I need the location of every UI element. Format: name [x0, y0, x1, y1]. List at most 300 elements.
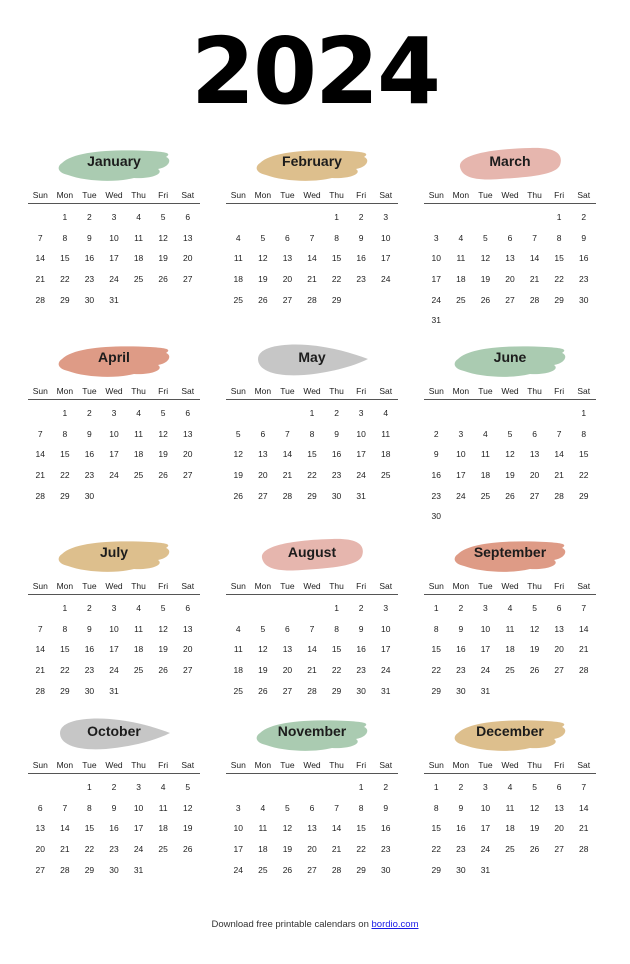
- day-cell: 22: [578, 470, 589, 481]
- day-cell: 19: [158, 449, 168, 460]
- day-cell: 17: [233, 844, 244, 855]
- day-cell: 24: [233, 864, 244, 875]
- day-cell: 4: [235, 623, 241, 634]
- day-cell: 1: [62, 408, 68, 418]
- day-cell: 3: [383, 603, 389, 613]
- day-cell: 26: [529, 665, 540, 676]
- day-cell: 8: [309, 428, 315, 439]
- weekday-header: Sat: [181, 386, 195, 396]
- day-cell: 12: [480, 253, 491, 264]
- day-cell: 9: [358, 232, 364, 243]
- day-cell: 12: [282, 823, 293, 834]
- day-cell: 31: [109, 685, 119, 696]
- day-cell: 13: [529, 449, 540, 460]
- weekday-header: Mon: [254, 581, 272, 591]
- day-cell: 18: [505, 823, 515, 834]
- day-cell: 21: [282, 470, 293, 481]
- day-cell: 3: [111, 603, 117, 613]
- day-cell: 4: [507, 603, 513, 613]
- empty-day-cell: [473, 207, 498, 228]
- day-cell: 25: [480, 490, 491, 501]
- day-cell: 17: [480, 644, 491, 655]
- month-september: [424, 534, 596, 701]
- day-cell: 30: [84, 490, 95, 501]
- month-header: [28, 143, 200, 187]
- day-cell: 7: [37, 623, 43, 634]
- month-label: February: [282, 153, 342, 169]
- day-cell: 12: [258, 253, 268, 264]
- day-cell: 20: [182, 253, 193, 264]
- day-cell: 5: [235, 428, 241, 439]
- day-cell: 31: [133, 864, 144, 875]
- day-cell: 20: [282, 665, 293, 676]
- empty-day-cell: [498, 403, 523, 424]
- month-december: [424, 713, 596, 880]
- day-cell: 7: [285, 428, 290, 439]
- weekday-header: Sun: [230, 581, 246, 591]
- day-cell: 4: [136, 212, 141, 222]
- day-cell: 15: [60, 644, 70, 655]
- day-cell: 28: [307, 294, 317, 305]
- day-cell: 8: [433, 802, 439, 813]
- weekday-header: Wed: [303, 760, 321, 770]
- day-cell: 4: [160, 782, 166, 792]
- day-cell: 29: [307, 490, 317, 501]
- empty-day-cell: [449, 207, 474, 228]
- day-cell: 30: [380, 864, 391, 875]
- day-cell: 22: [84, 844, 95, 855]
- month-label: September: [473, 544, 547, 560]
- day-cell: 24: [480, 665, 491, 676]
- day-cell: 7: [581, 782, 587, 792]
- day-cell: 2: [383, 782, 389, 792]
- weekday-header: Wed: [105, 581, 123, 591]
- day-cell: 22: [431, 665, 442, 676]
- day-cell: 12: [529, 802, 540, 813]
- empty-day-cell: [424, 207, 449, 228]
- day-cell: 11: [134, 428, 143, 439]
- weekday-header: Tue: [478, 760, 493, 770]
- weekday-header: Sun: [428, 190, 444, 200]
- day-cell: 17: [109, 644, 119, 655]
- empty-day-cell: [28, 207, 53, 228]
- day-cell: 23: [331, 470, 342, 481]
- day-cell: 9: [581, 232, 587, 243]
- day-cell: 17: [380, 644, 391, 655]
- weekday-header: Fri: [158, 581, 169, 591]
- empty-day-cell: [449, 403, 474, 424]
- day-cell: 13: [554, 623, 564, 634]
- day-cell: 17: [456, 470, 466, 481]
- day-cell: 22: [331, 274, 342, 285]
- weekday-header: Fri: [554, 386, 565, 396]
- weekday-header: Tue: [82, 386, 97, 396]
- day-cell: 6: [285, 623, 290, 634]
- day-cell: 6: [185, 212, 191, 222]
- day-cell: 14: [307, 644, 317, 655]
- day-cell: 10: [480, 802, 491, 813]
- weekday-header: Fri: [158, 190, 169, 200]
- weekday-header: Wed: [303, 581, 321, 591]
- day-cell: 7: [37, 428, 43, 439]
- day-cell: 12: [233, 449, 244, 460]
- day-cell: 24: [356, 470, 366, 481]
- month-january: [28, 143, 200, 310]
- weekday-header: Sun: [428, 581, 444, 591]
- day-cell: 8: [433, 623, 439, 634]
- empty-day-cell: [522, 207, 547, 228]
- month-label: December: [476, 723, 544, 739]
- month-header: [226, 534, 398, 578]
- day-cell: 11: [381, 428, 391, 439]
- header-divider: [226, 203, 398, 204]
- weekday-header: Wed: [501, 386, 519, 396]
- day-cell: 10: [456, 449, 466, 460]
- day-cell: 27: [554, 844, 564, 855]
- day-cell: 30: [84, 294, 95, 305]
- weekday-header: Wed: [501, 760, 519, 770]
- day-cell: 18: [258, 844, 268, 855]
- day-cell: 11: [481, 449, 490, 460]
- day-cell: 26: [529, 844, 540, 855]
- day-cell: 21: [60, 844, 70, 855]
- month-grid: [28, 383, 200, 506]
- month-header: [424, 143, 596, 187]
- day-cell: 26: [258, 294, 268, 305]
- day-cell: 19: [529, 644, 540, 655]
- month-label: October: [87, 723, 141, 739]
- day-cell: 13: [307, 823, 317, 834]
- day-cell: 28: [307, 685, 317, 696]
- day-cell: 29: [60, 294, 70, 305]
- weekday-header: Sat: [181, 190, 195, 200]
- day-cell: 25: [380, 470, 391, 481]
- day-cell: 22: [307, 470, 317, 481]
- day-cell: 18: [133, 253, 144, 264]
- weekday-header: Sat: [577, 581, 591, 591]
- day-cell: 11: [456, 253, 466, 264]
- day-cell: 19: [258, 665, 268, 676]
- weekday-header: Mon: [56, 581, 74, 591]
- day-cell: 23: [456, 665, 466, 676]
- day-cell: 11: [505, 802, 515, 813]
- day-cell: 25: [133, 470, 144, 481]
- day-cell: 29: [431, 685, 442, 696]
- day-cell: 9: [458, 802, 464, 813]
- day-cell: 27: [182, 470, 193, 481]
- day-cell: 2: [87, 212, 92, 222]
- header-divider: [28, 203, 200, 204]
- day-cell: 18: [233, 665, 244, 676]
- day-cell: 16: [109, 823, 119, 834]
- weekday-header: Sun: [428, 386, 444, 396]
- day-cell: 6: [260, 428, 266, 439]
- day-cell: 27: [554, 665, 564, 676]
- day-cell: 20: [307, 844, 317, 855]
- day-cell: 31: [356, 490, 366, 501]
- day-cell: 14: [35, 449, 46, 460]
- day-cell: 13: [505, 253, 515, 264]
- month-header: [226, 143, 398, 187]
- day-cell: 7: [309, 623, 315, 634]
- month-november: [226, 713, 398, 880]
- day-cell: 6: [507, 232, 513, 243]
- day-cell: 18: [133, 644, 144, 655]
- day-cell: 10: [109, 623, 119, 634]
- year-title: 2024: [190, 18, 440, 125]
- day-cell: 26: [505, 490, 515, 501]
- day-cell: 2: [87, 408, 92, 418]
- day-cell: 3: [383, 212, 389, 222]
- day-cell: 24: [109, 665, 119, 676]
- day-cell: 29: [60, 490, 70, 501]
- day-cell: 29: [578, 490, 589, 501]
- weekday-header: Sat: [181, 760, 195, 770]
- day-cell: 23: [84, 665, 95, 676]
- day-cell: 18: [133, 449, 144, 460]
- day-cell: 29: [331, 685, 342, 696]
- day-cell: 5: [285, 802, 290, 813]
- day-cell: 8: [62, 428, 68, 439]
- header-divider: [226, 773, 398, 774]
- day-cell: 2: [334, 408, 339, 418]
- day-cell: 15: [84, 823, 95, 834]
- day-cell: 19: [158, 644, 168, 655]
- day-cell: 5: [260, 232, 266, 243]
- day-cell: 20: [282, 274, 293, 285]
- empty-day-cell: [251, 403, 276, 424]
- day-cell: 27: [307, 864, 317, 875]
- day-cell: 31: [380, 685, 391, 696]
- day-cell: 14: [35, 253, 46, 264]
- day-cell: 28: [35, 294, 46, 305]
- day-cell: 2: [111, 782, 117, 792]
- day-cell: 7: [334, 802, 339, 813]
- day-cell: 22: [431, 844, 442, 855]
- month-grid: [28, 187, 200, 310]
- day-cell: 13: [182, 428, 193, 439]
- weekday-header: Wed: [501, 581, 519, 591]
- month-header: [424, 339, 596, 383]
- weekday-header: Thu: [527, 386, 542, 396]
- day-cell: 1: [62, 603, 68, 613]
- day-cell: 11: [233, 253, 243, 264]
- weekday-header: Mon: [254, 190, 272, 200]
- footer: [0, 919, 630, 930]
- weekday-header: Tue: [82, 190, 97, 200]
- day-cell: 24: [480, 844, 491, 855]
- day-cell: 26: [182, 844, 193, 855]
- day-cell: 19: [182, 823, 193, 834]
- weekday-header: Thu: [131, 581, 146, 591]
- day-cell: 18: [380, 449, 391, 460]
- weekday-header: Tue: [82, 581, 97, 591]
- day-cell: 10: [356, 428, 366, 439]
- month-october: [28, 713, 200, 880]
- month-header: [226, 713, 398, 757]
- weekday-header: Thu: [329, 581, 344, 591]
- day-cell: 4: [483, 428, 488, 439]
- day-cell: 3: [111, 408, 117, 418]
- day-cell: 28: [35, 490, 46, 501]
- month-label: June: [493, 349, 527, 365]
- day-cell: 9: [358, 623, 364, 634]
- day-cell: 5: [260, 623, 266, 634]
- month-grid: [424, 383, 596, 527]
- month-label: November: [277, 723, 347, 739]
- empty-day-cell: [28, 777, 53, 798]
- month-july: [28, 534, 200, 701]
- day-cell: 22: [331, 665, 342, 676]
- day-cell: 2: [358, 212, 364, 222]
- day-cell: 31: [480, 685, 491, 696]
- day-cell: 30: [456, 864, 466, 875]
- day-cell: 12: [529, 623, 540, 634]
- day-cell: 3: [136, 782, 141, 792]
- weekday-header: Thu: [131, 386, 146, 396]
- empty-day-cell: [473, 403, 498, 424]
- day-cell: 10: [233, 823, 244, 834]
- header-divider: [424, 399, 596, 400]
- empty-day-cell: [498, 207, 523, 228]
- day-cell: 7: [556, 428, 562, 439]
- weekday-header: Mon: [452, 760, 470, 770]
- empty-day-cell: [275, 777, 300, 798]
- day-cell: 12: [158, 623, 168, 634]
- day-cell: 2: [581, 212, 587, 222]
- day-cell: 4: [383, 408, 389, 418]
- day-cell: 21: [331, 844, 342, 855]
- empty-day-cell: [275, 403, 300, 424]
- day-cell: 26: [158, 665, 168, 676]
- header-divider: [226, 594, 398, 595]
- day-cell: 13: [282, 644, 293, 655]
- day-cell: 9: [87, 623, 92, 634]
- day-cell: 15: [60, 449, 70, 460]
- day-cell: 1: [433, 782, 439, 792]
- day-cell: 8: [62, 232, 68, 243]
- bordio-link[interactable]: bordio.com: [371, 919, 419, 930]
- day-cell: 20: [554, 644, 564, 655]
- weekday-header: Mon: [56, 760, 74, 770]
- day-cell: 13: [282, 253, 293, 264]
- day-cell: 23: [356, 274, 366, 285]
- month-label: January: [87, 153, 141, 169]
- day-cell: 21: [578, 644, 589, 655]
- day-cell: 25: [233, 294, 244, 305]
- empty-day-cell: [324, 777, 349, 798]
- day-cell: 13: [258, 449, 268, 460]
- day-cell: 8: [334, 232, 339, 243]
- month-label: May: [298, 349, 326, 365]
- month-grid: [424, 187, 596, 331]
- weekday-header: Thu: [329, 190, 344, 200]
- weekday-header: Fri: [356, 760, 367, 770]
- weekday-header: Fri: [554, 190, 565, 200]
- weekday-header: Mon: [56, 190, 74, 200]
- day-cell: 16: [331, 449, 342, 460]
- weekday-header: Mon: [56, 386, 74, 396]
- empty-day-cell: [547, 403, 572, 424]
- weekday-header: Wed: [303, 190, 321, 200]
- day-cell: 21: [307, 665, 317, 676]
- day-cell: 1: [309, 408, 315, 418]
- day-cell: 24: [133, 844, 144, 855]
- day-cell: 21: [35, 274, 46, 285]
- weekday-header: Mon: [254, 386, 272, 396]
- day-cell: 24: [109, 470, 119, 481]
- day-cell: 24: [109, 274, 119, 285]
- day-cell: 28: [578, 844, 589, 855]
- empty-day-cell: [226, 207, 251, 228]
- empty-day-cell: [226, 403, 251, 424]
- day-cell: 19: [529, 823, 540, 834]
- day-cell: 16: [84, 449, 95, 460]
- day-cell: 28: [282, 490, 293, 501]
- day-cell: 23: [356, 665, 366, 676]
- day-cell: 12: [158, 428, 168, 439]
- day-cell: 22: [60, 470, 70, 481]
- weekday-header: Sat: [577, 386, 591, 396]
- day-cell: 25: [505, 665, 515, 676]
- weekday-header: Fri: [554, 760, 565, 770]
- day-cell: 16: [431, 470, 442, 481]
- weekday-header: Tue: [280, 760, 295, 770]
- day-cell: 6: [556, 603, 562, 613]
- day-cell: 25: [233, 685, 244, 696]
- day-cell: 15: [60, 253, 70, 264]
- weekday-header: Mon: [452, 190, 470, 200]
- day-cell: 5: [507, 428, 513, 439]
- weekday-header: Fri: [158, 760, 169, 770]
- month-grid: [28, 578, 200, 701]
- day-cell: 17: [133, 823, 144, 834]
- day-cell: 31: [109, 294, 119, 305]
- day-cell: 3: [483, 782, 488, 792]
- day-cell: 28: [578, 665, 589, 676]
- day-cell: 2: [458, 782, 464, 792]
- day-cell: 11: [134, 623, 143, 634]
- day-cell: 6: [556, 782, 562, 792]
- day-cell: 6: [309, 802, 315, 813]
- day-cell: 19: [258, 274, 268, 285]
- weekday-header: Fri: [356, 386, 367, 396]
- day-cell: 7: [62, 802, 68, 813]
- day-cell: 3: [483, 603, 488, 613]
- weekday-header: Tue: [280, 581, 295, 591]
- day-cell: 25: [133, 665, 144, 676]
- day-cell: 1: [334, 212, 339, 222]
- day-cell: 17: [109, 253, 119, 264]
- day-cell: 19: [233, 470, 244, 481]
- header-divider: [424, 773, 596, 774]
- day-cell: 29: [331, 294, 342, 305]
- day-cell: 20: [182, 644, 193, 655]
- day-cell: 5: [185, 782, 191, 792]
- empty-day-cell: [424, 403, 449, 424]
- day-cell: 20: [258, 470, 268, 481]
- day-cell: 3: [358, 408, 364, 418]
- weekday-header: Sun: [32, 386, 48, 396]
- empty-day-cell: [275, 598, 300, 619]
- day-cell: 10: [109, 232, 119, 243]
- day-cell: 6: [37, 802, 43, 813]
- day-cell: 6: [285, 232, 290, 243]
- empty-day-cell: [300, 207, 325, 228]
- weekday-header: Sun: [32, 190, 48, 200]
- day-cell: 25: [158, 844, 168, 855]
- day-cell: 25: [258, 864, 268, 875]
